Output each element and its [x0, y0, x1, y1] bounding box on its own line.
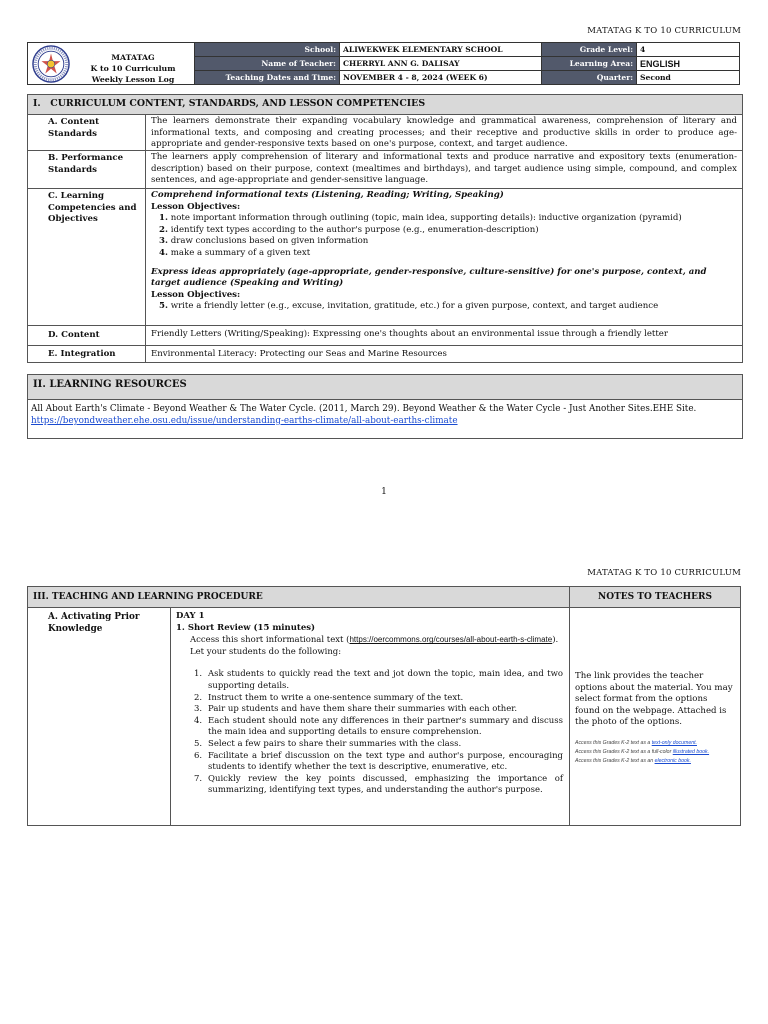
step-item: 1. Ask students to quickly read the text and jot down the topic, main idea, and two supporting details. [194, 669, 563, 691]
quarter-label: Quarter: [542, 71, 637, 85]
school-label: School: [195, 43, 340, 57]
performance-standards-text: The learners apply comprehension of literary and informational texts and produce narrative and expository texts (enumeration-description) based on their purpose, context (mealtimes and birthdays), and target audience using simple, compound, and complex sentences, and age-appropriate and gender-sensitive language. [151, 152, 737, 186]
notes-cell [570, 608, 741, 826]
area-value: ENGLISH [637, 57, 740, 71]
deped-seal-icon [32, 45, 70, 83]
step-item: 2. Instruct them to write a one-sentence summary of the text. [194, 692, 464, 703]
k10-title: K to 10 Curriculum [90, 64, 176, 73]
section2-title: II. LEARNING RESOURCES [28, 375, 742, 400]
content-standards-row [28, 115, 742, 151]
area-label: Learning Area: [542, 57, 637, 71]
procedure-title: III. TEACHING AND LEARNING PROCEDURE [28, 587, 570, 608]
integration-row [28, 346, 742, 362]
weekly-log-title: Weekly Lesson Log [91, 75, 175, 84]
note-option: Access this Grades K-2 text as a text-only document. [575, 739, 697, 746]
objectives-label-1: Lesson Objectives: [151, 201, 241, 212]
competencies-body [146, 189, 742, 325]
competencies-row [28, 189, 742, 326]
dates-label: Teaching Dates and Time: [195, 71, 340, 85]
section-curriculum [27, 94, 743, 363]
objectives-list [151, 213, 737, 259]
section-resources [27, 374, 743, 439]
activating-label: A. Activating Prior Knowledge [28, 608, 171, 826]
intro-text: Access this short informational text (https://oercommons.org/courses/all-about-earth-s-climate). Let your students do the following: [190, 635, 559, 657]
teacher-value: CHERRYL ANN G. DALISAY [340, 57, 542, 71]
procedure-table [27, 586, 741, 826]
competencies-label: C. Learning Competencies and Objectives [28, 189, 146, 325]
grade-label: Grade Level: [542, 43, 637, 57]
steps-list [176, 669, 563, 797]
section1-header [28, 95, 742, 115]
integration-label: E. Integration [28, 346, 146, 362]
grade-value: 4 [637, 43, 740, 57]
section1-num: I. [33, 98, 41, 109]
competency-1: Comprehend informational texts (Listening, Reading; Writing, Speaking) [151, 190, 504, 200]
resource-link[interactable]: https://beyondweather.ehe.osu.edu/issue/understanding-earths-climate/all-about-earths-climate [31, 416, 458, 426]
dates-value: NOVEMBER 4 - 8, 2024 (WEEK 6) [340, 71, 542, 85]
activating-body [171, 608, 570, 826]
resource-citation: All About Earth's Climate - Beyond Weather & The Water Cycle. (2011, March 29). Beyond Weather & the Water Cycle - Just Another Sites.EHE Site. [31, 404, 697, 414]
content-row [28, 326, 742, 346]
objectives-list-2 [151, 301, 737, 313]
step-item: 5. Select a few pairs to share their summaries with the class. [194, 738, 462, 749]
teacher-label: Name of Teacher: [195, 57, 340, 71]
performance-standards-label: B. Performance Standards [28, 151, 146, 188]
objective-item: 2. identify text types according to the author's purpose (e.g., enumeration-description) [159, 224, 539, 235]
objectives-label-2: Lesson Objectives: [151, 289, 241, 300]
note-option: Access this Grades K-2 text as an electronic book. [575, 757, 691, 764]
matatag-title: MATATAG [111, 53, 155, 62]
resources-body [28, 400, 742, 430]
objective-item: 3. draw conclusions based on given information [159, 236, 369, 247]
matatag-block [74, 52, 192, 85]
content-label: D. Content [28, 326, 146, 345]
note-options-image [575, 739, 734, 766]
content-text: Friendly Letters (Writing/Speaking): Expressing one's thoughts about an environmental issue through a friendly letter [151, 329, 669, 339]
page-number: 1 [381, 487, 387, 497]
performance-standards-row [28, 151, 742, 189]
header-table [27, 42, 740, 85]
step-title: 1. Short Review (15 minutes) [176, 622, 316, 633]
competency-2: Express ideas appropriately (age-appropriate, gender-responsive, culture-sensitive) for one's purpose, context, and target audience (Speaking and Writing) [151, 266, 707, 289]
school-value: ALIWEKWEK ELEMENTARY SCHOOL [340, 43, 542, 57]
notes-title: NOTES TO TEACHERS [570, 587, 741, 608]
header-logo-cell [28, 43, 195, 85]
objective-item: 5. write a friendly letter (e.g., excuse, invitation, gratitude, etc.) for a given purpose, context, and target audience [159, 301, 659, 312]
content-standards-label: A. Content Standards [28, 115, 146, 150]
content-standards-text: The learners demonstrate their expanding vocabulary knowledge and grammatical awareness, comprehension of literary and informational texts, and composing and creating processes; and their receptive and productive skills in order to produce age-appropriate and gender-responsive texts based on one's purpose, context, and target audience. [151, 116, 737, 150]
curriculum-header: MATATAG K TO 10 CURRICULUM [587, 26, 741, 36]
step-item: 3. Pair up students and have them share their summaries with each other. [194, 704, 518, 715]
note-text: The link provides the teacher options about the material. You may select format from the options found on the webpage. Attached is the photo of the options. [575, 671, 733, 728]
day-label: DAY 1 [176, 611, 205, 621]
section1-title: CURRICULUM CONTENT, STANDARDS, AND LESSON COMPETENCIES [50, 98, 426, 109]
curriculum-header-2: MATATAG K TO 10 CURRICULUM [587, 568, 741, 578]
step-item: 7. Quickly review the key points discussed, emphasizing the importance of summarizing, identifying text types, and understanding the author's purpose. [194, 773, 563, 796]
integration-text: Environmental Literacy: Protecting our Seas and Marine Resources [151, 349, 447, 359]
quarter-value: Second [637, 71, 740, 85]
step-item: 4. Each student should note any differences in their partner's summary and discuss the main idea and supporting details to ensure comprehension. [194, 715, 563, 738]
step-item: 6. Facilitate a brief discussion on the text type and author's purpose, encouraging students to identify whether the text is descriptive, enumerative, etc. [194, 750, 563, 773]
objective-item: 1. note important information through outlining (topic, main idea, supporting details): inductive organization (pyramid) [159, 213, 682, 224]
note-option: Access this Grades K-2 text as a full-color illustrated book. [575, 748, 710, 755]
objective-item: 4. make a summary of a given text [159, 247, 311, 258]
intro-link[interactable]: https://oercommons.org/courses/all-about-earth-s-climate [349, 635, 553, 645]
